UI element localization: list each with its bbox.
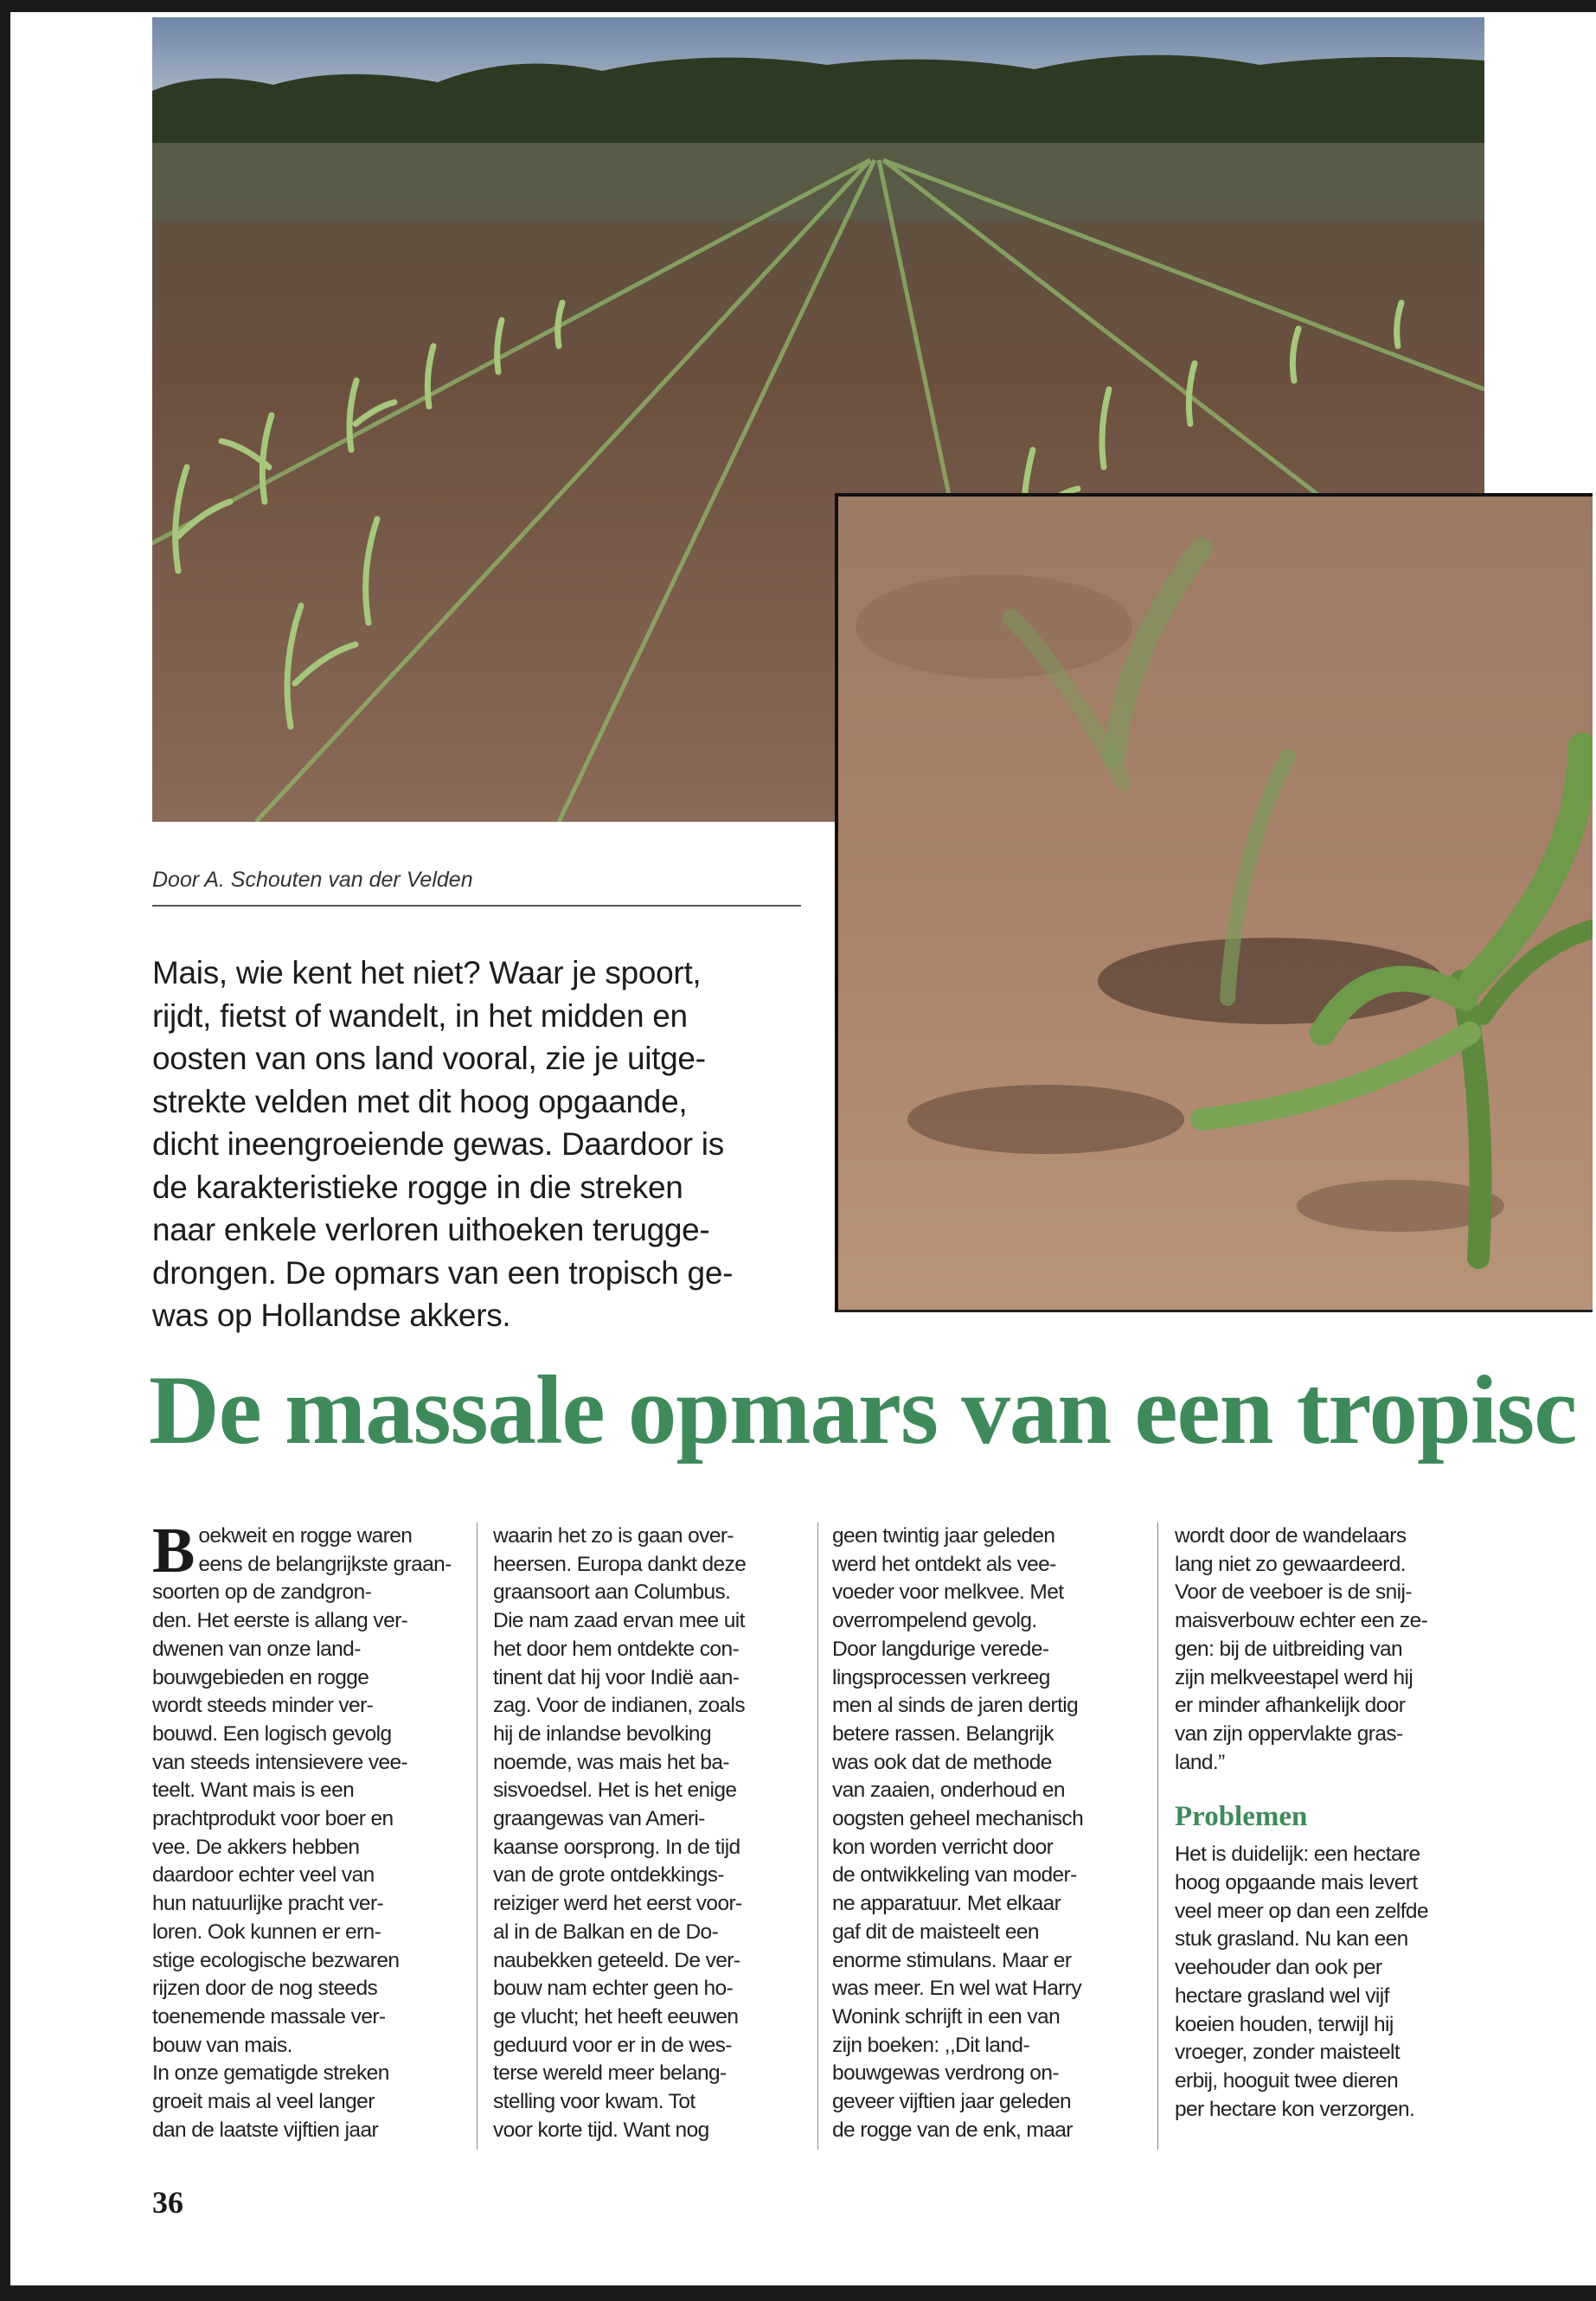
body-line: betere rassen. Belangrijk — [832, 1721, 1054, 1746]
page-number: 36 — [152, 2185, 183, 2220]
body-line: al in de Balkan en de Do- — [493, 1920, 719, 1944]
body-line: terse wereld meer belang- — [493, 2061, 727, 2086]
body-line: graansoort aan Columbus. — [493, 1580, 731, 1605]
body-line: het door hem ontdekte con- — [493, 1637, 740, 1661]
body-line: koeien houden, terwijl hij — [1175, 2012, 1394, 2036]
column-divider — [477, 1522, 478, 2150]
body-line: lang niet zo gewaardeerd. — [1175, 1552, 1406, 1576]
intro-line: was op Hollandse akkers. — [152, 1298, 511, 1333]
page-border-top — [0, 0, 1596, 12]
intro-line: Mais, wie kent het niet? Waar je spoort, — [152, 955, 702, 990]
byline-divider — [152, 905, 801, 907]
body-line: gaf dit de maisteelt een — [832, 1920, 1039, 1944]
body-line: graangewas van Ameri- — [493, 1807, 705, 1831]
body-line: teelt. Want mais is een — [152, 1779, 355, 1803]
column-divider — [1157, 1522, 1158, 2150]
intro-line: strekte velden met dit hoog opgaande, — [152, 1083, 688, 1119]
body-line: daardoor echter veel van — [152, 1863, 375, 1888]
body-line: bouwd. Een logisch gevolg — [152, 1721, 392, 1746]
body-line: Het is duidelijk: een hectare — [1175, 1843, 1420, 1867]
body-line: overrompelend gevolg. — [832, 1609, 1037, 1633]
body-line: toenemende massale ver- — [152, 2004, 386, 2029]
body-line: stelling voor kwam. Tot — [493, 2090, 695, 2114]
body-line: bouw nam echter geen ho- — [493, 1977, 734, 2001]
body-line: Die nam zaad ervan mee uit — [493, 1609, 745, 1633]
body-line: werd het ontdekt als vee- — [832, 1552, 1056, 1576]
body-line: maisverbouw echter een ze- — [1175, 1609, 1428, 1633]
body-line: men al sinds de jaren dertig — [832, 1694, 1079, 1718]
body-line: zijn melkveestapel werd hij — [1175, 1665, 1413, 1689]
intro-line: drongen. De opmars van een tropisch ge- — [152, 1254, 734, 1291]
body-line: ge vlucht; het heeft eeuwen — [493, 2004, 739, 2029]
body-line: kaanse oorsprong. In de tijd — [493, 1835, 740, 1859]
body-line: geen twintig jaar geleden — [832, 1524, 1055, 1548]
article-headline: De massale opmars van een tropisc — [149, 1356, 1577, 1465]
body-line: prachtprodukt voor boer en — [152, 1807, 394, 1831]
body-line: voor korte tijd. Want nog — [493, 2118, 709, 2142]
body-line: eens de belangrijkste graan- — [198, 1552, 452, 1576]
body-line: heersen. Europa dankt deze — [493, 1552, 747, 1576]
column-divider — [817, 1522, 818, 2150]
page-border-bottom — [0, 2285, 1596, 2301]
body-line: soorten op de zandgron- — [152, 1580, 372, 1605]
body-line: bouw van mais. — [152, 2033, 292, 2057]
body-line: veel meer op dan een zelfde — [1175, 1899, 1428, 1923]
drop-cap: B — [152, 1516, 195, 1586]
body-column-4 — [1175, 1522, 1495, 2124]
body-line: geduurd voor er in de wes- — [493, 2033, 732, 2057]
body-line: was meer. En wel wat Harry — [832, 1977, 1082, 2001]
body-line: enorme stimulans. Maar er — [832, 1948, 1072, 1972]
body-column-1 — [152, 1516, 472, 2144]
body-line: noemde, was mais het ba- — [493, 1750, 729, 1774]
body-line: oogsten geheel mechanisch — [832, 1807, 1084, 1831]
body-line: vee. De akkers hebben — [152, 1835, 360, 1859]
body-line: Wonink schrijft in een van — [832, 2004, 1061, 2029]
body-line: ne apparatuur. Met elkaar — [832, 1892, 1061, 1916]
intro-line: naar enkele verloren uithoeken terugge- — [152, 1212, 710, 1247]
intro-line: dicht ineengroeiende gewas. Daardoor is — [152, 1126, 724, 1162]
body-line: de rogge van de enk, maar — [832, 2118, 1073, 2142]
body-line: loren. Ook kunnen er ern- — [152, 1920, 381, 1944]
body-line: veehouder dan ook per — [1175, 1956, 1382, 1980]
intro-line: oosten van ons land vooral, zie je uitge- — [152, 1041, 706, 1076]
body-line: den. Het eerste is allang ver- — [152, 1609, 408, 1633]
body-line: sisvoedsel. Het is het enige — [493, 1779, 737, 1803]
body-line: van zaaien, onderhoud en — [832, 1779, 1065, 1803]
body-line: In onze gematigde streken — [152, 2061, 389, 2086]
body-line: stige ecologische bezwaren — [152, 1948, 400, 1972]
body-line: gen: bij de uitbreiding van — [1175, 1637, 1403, 1661]
body-line: geveer vijftien jaar geleden — [832, 2090, 1072, 2114]
body-line: hun natuurlijke pracht ver- — [152, 1892, 384, 1916]
intro-line: rijdt, fietst of wandelt, in het midden en — [152, 997, 688, 1034]
body-line: rijzen door de nog steeds — [152, 1977, 378, 2001]
body-line: zag. Voor de indianen, zoals — [493, 1694, 746, 1718]
body-line: erbij, hooguit twee dieren — [1175, 2068, 1399, 2093]
body-line: stuk grasland. Nu kan een — [1175, 1927, 1408, 1952]
body-line: waarin het zo is gaan over- — [493, 1524, 734, 1548]
body-line: per hectare kon verzorgen. — [1175, 2097, 1415, 2121]
page-border-left — [0, 0, 10, 2301]
body-line: hectare grasland wel vijf — [1175, 1984, 1389, 2008]
body-line: hij de inlandse bevolking — [493, 1721, 711, 1746]
photo-maize-seedling — [835, 493, 1593, 1312]
body-line: van steeds intensievere vee- — [152, 1750, 408, 1774]
body-line: hoog opgaande mais levert — [1175, 1871, 1418, 1895]
body-line: wordt door de wandelaars — [1175, 1524, 1407, 1548]
body-line: van de grote ontdekkings- — [493, 1863, 724, 1888]
body-line: dan de laatste vijftien jaar — [152, 2118, 379, 2142]
body-line: kon worden verricht door — [832, 1835, 1054, 1859]
body-line: oekweit en rogge waren — [198, 1524, 413, 1548]
body-line: bouwgewas verdrong on- — [832, 2061, 1059, 2086]
body-line: tinent dat hij voor Indië aan- — [493, 1665, 740, 1689]
section-subheading: Problemen — [1175, 1801, 1308, 1833]
body-line: er minder afhankelijk door — [1175, 1694, 1406, 1718]
body-line: zijn boeken: ,,Dit land- — [832, 2033, 1030, 2057]
body-line: bouwgebieden en rogge — [152, 1665, 369, 1689]
body-line: Voor de veeboer is de snij- — [1175, 1580, 1412, 1605]
body-line: de ontwikkeling van moder- — [832, 1863, 1077, 1888]
body-line: lingsprocessen verkreeg — [832, 1665, 1050, 1689]
body-line: van zijn oppervlakte gras- — [1175, 1721, 1403, 1746]
body-line: land.” — [1175, 1750, 1225, 1774]
body-line: dwenen van onze land- — [152, 1637, 361, 1661]
body-line: vroeger, zonder maisteelt — [1175, 2041, 1401, 2065]
body-line: naubekken geteeld. De ver- — [493, 1948, 740, 1972]
intro-lead-paragraph — [152, 952, 810, 1337]
body-line: was ook dat de methode — [832, 1750, 1052, 1774]
body-column-2 — [493, 1522, 813, 2144]
body-line: groeit mais al veel langer — [152, 2090, 375, 2114]
byline: Door A. Schouten van der Velden — [152, 868, 473, 892]
body-column-3 — [832, 1522, 1152, 2144]
body-line: Door langdurige verede- — [832, 1637, 1049, 1661]
body-line: voeder voor melkvee. Met — [832, 1580, 1064, 1605]
body-line: wordt steeds minder ver- — [152, 1694, 374, 1718]
body-line: reiziger werd het eerst voor- — [493, 1892, 742, 1916]
intro-line: de karakteristieke rogge in die streken — [152, 1169, 683, 1205]
